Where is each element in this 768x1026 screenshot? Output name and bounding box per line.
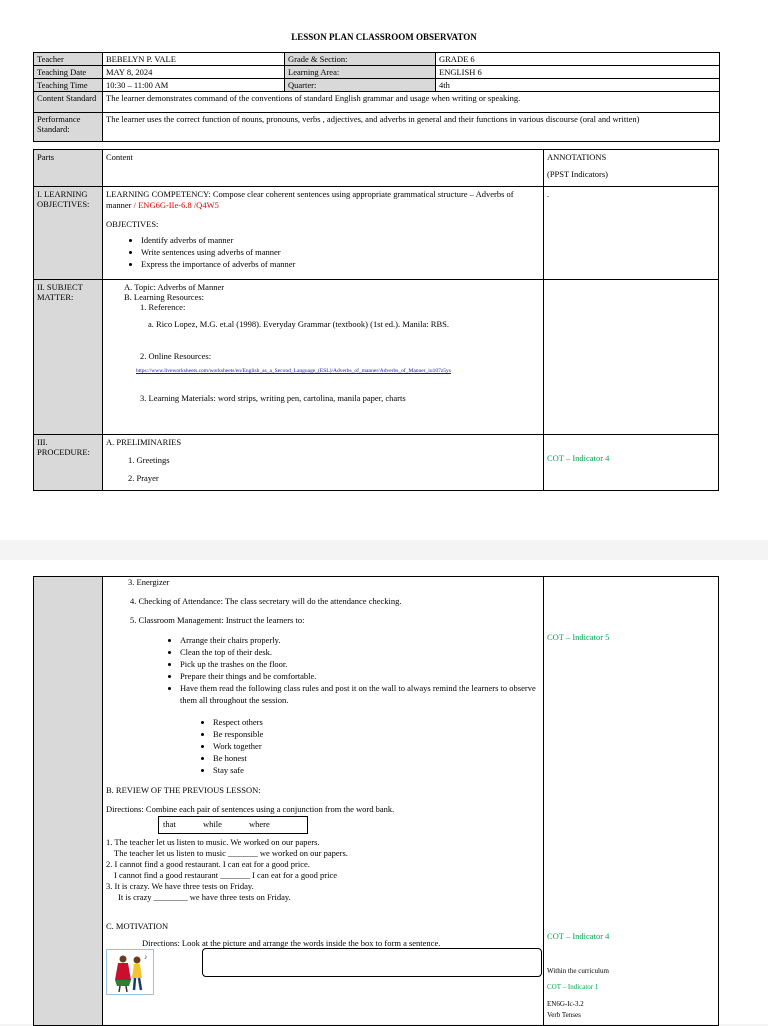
svg-text:♪: ♪	[144, 953, 148, 961]
competency-code: / ENG6G-IIe-6.8 /Q4W5	[133, 200, 219, 210]
grade-value: GRADE 6	[436, 53, 720, 66]
review-item-1: 1. The teacher let us listen to music. We worked on our papers.	[106, 837, 320, 847]
date-value: MAY 8, 2024	[103, 66, 285, 79]
area-label: Learning Area:	[285, 66, 436, 79]
topic: A. Topic: Adverbs of Manner	[124, 282, 225, 292]
online-resources-heading: 2. Online Resources:	[140, 351, 212, 361]
review-item-3: 3. It is crazy. We have three tests on Friday.	[106, 881, 254, 891]
reference-text: a. Rico Lopez, M.G. et.al (1998). Everyday Grammar (textbook) (1st ed.). Manila: RBS.	[148, 319, 449, 329]
teacher-label: Teacher	[34, 53, 103, 66]
review-item-2-answer: I cannot find a good restaurant _______ I can eat for a good price	[114, 870, 338, 880]
annotations-header	[543, 149, 719, 187]
online-resource-link[interactable]: https://www.liveworksheets.com/worksheets/en/English_as_a_Second_Language_(ESL)/Adverbs_of_manner/Adverbs_of_Manner_iu107z5ys	[136, 368, 451, 374]
cot-indicator-1: COT – Indicator 1	[547, 983, 599, 991]
quarter-value: 4th	[436, 79, 720, 92]
competency-code-2: EN6G-Ic-3.2	[547, 1000, 584, 1008]
content-header: Content	[102, 149, 544, 187]
management-list	[106, 634, 540, 706]
objectives-list	[106, 234, 540, 270]
page2-annotation-column	[543, 576, 719, 1026]
greetings: 1. Greetings	[128, 455, 170, 465]
list-item: • Have them read the following class rules and post it on the wall to always remind the learners to observe them all throughout the session.	[180, 682, 540, 706]
list-item: • Stay safe	[213, 764, 540, 776]
subject-matter-content	[102, 279, 544, 435]
learning-materials: 3. Learning Materials: word strips, writing pen, cartolina, manila paper, charts	[140, 393, 406, 403]
review-item-2: 2. I cannot find a good restaurant. I can eat for a good price.	[106, 859, 310, 869]
review-heading: B. REVIEW OF THE PREVIOUS LESSON:	[106, 785, 261, 795]
document-page-2	[0, 560, 768, 1024]
procedure-continued-label	[33, 576, 103, 1026]
word-bank-item: that	[163, 819, 176, 829]
verb-tenses: Verb Tenses	[547, 1011, 581, 1019]
objectives-heading: OBJECTIVES:	[106, 219, 159, 229]
procedure-label: III. PROCEDURE:	[33, 434, 103, 491]
preliminaries-heading: A. PRELIMINARIES	[106, 437, 182, 447]
subject-matter-label: II. SUBJECT MATTER:	[33, 279, 103, 435]
word-bank	[158, 816, 308, 834]
grade-label: Grade & Section:	[285, 53, 436, 66]
review-directions: Directions: Combine each pair of sentences using a conjunction from the word bank.	[106, 804, 395, 814]
subject-matter-annotation	[543, 279, 719, 435]
list-item: • Respect others	[213, 716, 540, 728]
list-item: • Be responsible	[213, 728, 540, 740]
list-item: • Work together	[213, 740, 540, 752]
list-item: • Identify adverbs of manner	[141, 234, 540, 246]
motivation-heading: C. MOTIVATION	[106, 921, 169, 931]
objectives-content	[102, 186, 544, 280]
class-rules-list	[106, 716, 540, 776]
classroom-management: 5. Classroom Management: Instruct the learners to:	[130, 615, 305, 625]
list-item: • Pick up the trashes on the floor.	[180, 658, 540, 670]
performance-standard-value: The learner uses the correct function of nouns, pronouns, verbs , adjectives, and adverbs in general and their functions in various discourse (oral and written)	[103, 113, 720, 142]
word-bank-item: where	[249, 819, 270, 829]
cot-indicator-5: COT – Indicator 5	[547, 632, 610, 642]
date-label: Teaching Date	[34, 66, 103, 79]
quarter-label: Quarter:	[285, 79, 436, 92]
dancers-icon	[107, 950, 153, 994]
parts-header: Parts	[33, 149, 103, 187]
learning-resources: B. Learning Resources:	[124, 292, 205, 302]
cot-indicator-4: COT – Indicator 4	[547, 453, 610, 463]
objectives-label: I. LEARNING OBJECTIVES:	[33, 186, 103, 280]
list-item: • Express the importance of adverbs of manner	[141, 258, 540, 270]
dancers-picture	[106, 949, 154, 995]
learning-competency: LEARNING COMPETENCY: Compose clear coherent sentences using appropriate grammatical structure – Adverbs of manner / ENG6G-IIe-6.8 /Q4W5	[106, 189, 514, 210]
within-curriculum: Within the curriculum	[547, 967, 609, 975]
content-standard-label: Content Standard	[34, 92, 103, 113]
procedure-content	[102, 434, 544, 491]
motivation-directions: Directions: Look at the picture and arrange the words inside the box to form a sentence.	[142, 938, 441, 948]
prayer: 2. Prayer	[128, 473, 159, 483]
reference-heading: 1. Reference:	[140, 302, 186, 312]
cot-indicator-4: COT – Indicator 4	[547, 931, 610, 941]
list-item: • Prepare their things and be comfortable.	[180, 670, 540, 682]
list-item: • Be honest	[213, 752, 540, 764]
header-table	[33, 52, 720, 142]
review-item-3-answer: It is crazy ________ we have three tests on Friday.	[118, 892, 291, 902]
area-value: ENGLISH 6	[436, 66, 720, 79]
content-standard-value: The learner demonstrates command of the conventions of standard English grammar and usage when writing or speaking.	[103, 92, 720, 113]
word-bank-item: while	[203, 819, 222, 829]
energizer: 3. Energizer	[128, 577, 170, 587]
review-item-1-answer: The teacher let us listen to music _______ we worked on our papers.	[114, 848, 348, 858]
attendance: 4. Checking of Attendance: The class secretary will do the attendance checking.	[130, 596, 402, 606]
teacher-value: BEBELYN P. VALE	[103, 53, 285, 66]
sentence-arrangement-box	[202, 948, 542, 977]
objectives-annotation: .	[543, 186, 719, 280]
ppst-indicators: (PPST Indicators)	[547, 169, 608, 179]
performance-standard-label: Performance Standard:	[34, 113, 103, 142]
annotations-title: ANNOTATIONS	[547, 152, 607, 162]
time-label: Teaching Time	[34, 79, 103, 92]
document-title: LESSON PLAN CLASSROOM OBSERVATON	[291, 32, 477, 42]
list-item: • Clean the top of their desk.	[180, 646, 540, 658]
time-value: 10:30 – 11:00 AM	[103, 79, 285, 92]
list-item: • Write sentences using adverbs of manner	[141, 246, 540, 258]
list-item: • Arrange their chairs properly.	[180, 634, 540, 646]
procedure-annotation	[543, 434, 719, 491]
